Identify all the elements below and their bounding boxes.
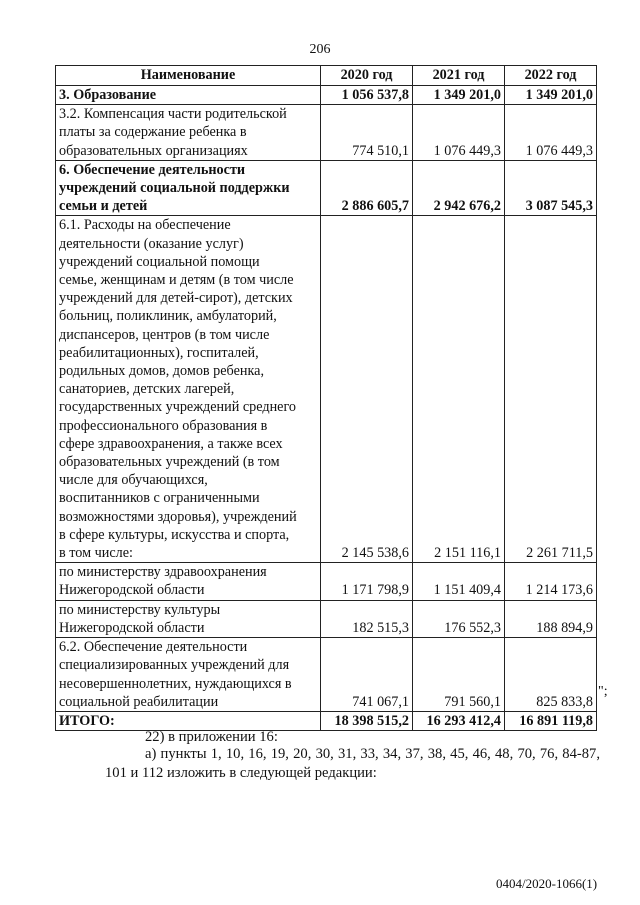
row-name-line: воспитанников с ограниченными (59, 490, 260, 507)
value-2022: 16 891 119,8 (505, 711, 597, 730)
paragraph-points-list: а) пункты 1, 10, 16, 19, 20, 30, 31, 33, 34, 37, 38, 45, 46, 48, 70, 76, 84-87, 101 и 112 изложить в следующей редакции: (105, 746, 600, 781)
value-2021: 176 552,3 (413, 600, 505, 637)
row-name-line: 6. Обеспечение деятельности (59, 161, 246, 178)
header-2022: 2022 год (505, 66, 597, 86)
value-2021: 791 560,1 (413, 638, 505, 712)
value-2020: 741 067,1 (321, 638, 413, 712)
row-name-line: больниц, поликлиник, амбулаторий, (59, 308, 277, 325)
budget-table (55, 65, 597, 731)
row-name-line: Нижегородской области (59, 619, 205, 636)
paragraph-appendix-16: 22) в приложении 16: (145, 729, 278, 745)
row-name-line: государственных учреждений среднего (59, 399, 297, 416)
table-row (56, 600, 597, 637)
table-body (56, 86, 597, 731)
row-name-line: в сфере культуры, искусства и спорта, (59, 526, 290, 543)
value-2022: 1 076 449,3 (505, 105, 597, 161)
row-name-line: социальной реабилитации (59, 693, 219, 710)
row-name-line: учреждений социальной поддержки (59, 180, 290, 197)
header-2021: 2021 год (413, 66, 505, 86)
value-2022: 2 261 711,5 (505, 216, 597, 563)
row-name-line: специализированных учреждений для (59, 657, 290, 674)
table-row (56, 86, 597, 105)
value-2020: 182 515,3 (321, 600, 413, 637)
row-name-line: по министерству здравоохранения (59, 564, 267, 581)
value-2022: 188 894,9 (505, 600, 597, 637)
row-name-line: родильных домов, домов ребенка, (59, 363, 265, 380)
value-2020: 1 171 798,9 (321, 563, 413, 600)
table-row (56, 216, 597, 563)
closing-quote: "; (598, 684, 608, 699)
row-name-line: санаториев, детских лагерей, (59, 381, 235, 398)
header-name: Наименование (56, 66, 321, 86)
value-2021: 1 076 449,3 (413, 105, 505, 161)
table-row (56, 638, 597, 712)
value-2020: 18 398 515,2 (321, 711, 413, 730)
row-name (56, 638, 321, 712)
row-name-line: реабилитационных), госпиталей, (59, 344, 259, 361)
row-name (56, 105, 321, 161)
row-name-line: числе для обучающихся, (59, 472, 208, 489)
table-row (56, 711, 597, 730)
row-name-line: профессионального образования в (59, 417, 268, 434)
table-row (56, 160, 597, 216)
value-2022: 1 349 201,0 (505, 86, 597, 105)
row-name (56, 216, 321, 563)
row-name-line: 3. Образование (59, 87, 157, 103)
row-name-line: семьи и детей (59, 198, 148, 215)
row-name-line: 6.1. Расходы на обеспечение (59, 217, 231, 234)
value-2021: 16 293 412,4 (413, 711, 505, 730)
value-2020: 2 886 605,7 (321, 160, 413, 216)
row-name-line: несовершеннолетних, нуждающихся в (59, 675, 292, 692)
row-name-line: 6.2. Обеспечение деятельности (59, 639, 248, 656)
row-name-line: диспансеров, центров (в том числе (59, 326, 270, 343)
header-2020: 2020 год (321, 66, 413, 86)
value-2021: 2 942 676,2 (413, 160, 505, 216)
value-2022: 1 214 173,6 (505, 563, 597, 600)
table-row (56, 563, 597, 600)
page-number: 206 (309, 42, 331, 57)
value-2020: 1 056 537,8 (321, 86, 413, 105)
row-name-line: образовательных учреждений (в том (59, 454, 280, 471)
table-row (56, 105, 597, 161)
row-name-line: сфере здравоохранения, а также всех (59, 435, 283, 452)
row-name-line: семье, женщинам и детям (в том числе (59, 272, 294, 289)
row-name-line: 3.2. Компенсация части родительской (59, 106, 287, 123)
row-name (56, 160, 321, 216)
document-code: 0404/2020-1066(1) (496, 876, 598, 891)
value-2020: 774 510,1 (321, 105, 413, 161)
row-name-line: ИТОГО: (59, 712, 115, 729)
row-name-line: по министерству культуры (59, 601, 221, 618)
row-name-line: учреждений для детей-сирот), детских (59, 290, 293, 307)
value-2022: 3 087 545,3 (505, 160, 597, 216)
row-name-line: платы за содержание ребенка в (59, 124, 247, 141)
row-name-line: Нижегородской области (59, 582, 205, 599)
row-name (56, 86, 321, 105)
row-name-line: деятельности (оказание услуг) (59, 235, 244, 252)
value-2021: 1 151 409,4 (413, 563, 505, 600)
value-2021: 1 349 201,0 (413, 86, 505, 105)
table-header-row (56, 66, 597, 86)
value-2021: 2 151 116,1 (413, 216, 505, 563)
row-name-line: в том числе: (59, 545, 133, 562)
value-2020: 2 145 538,6 (321, 216, 413, 563)
row-name-line: возможностями здоровья), учреждений (59, 508, 297, 525)
row-name (56, 600, 321, 637)
value-2022: 825 833,8 (505, 638, 597, 712)
row-name-line: учреждений социальной помощи (59, 253, 260, 270)
row-name-line: образовательных организациях (59, 142, 248, 159)
row-name (56, 563, 321, 600)
